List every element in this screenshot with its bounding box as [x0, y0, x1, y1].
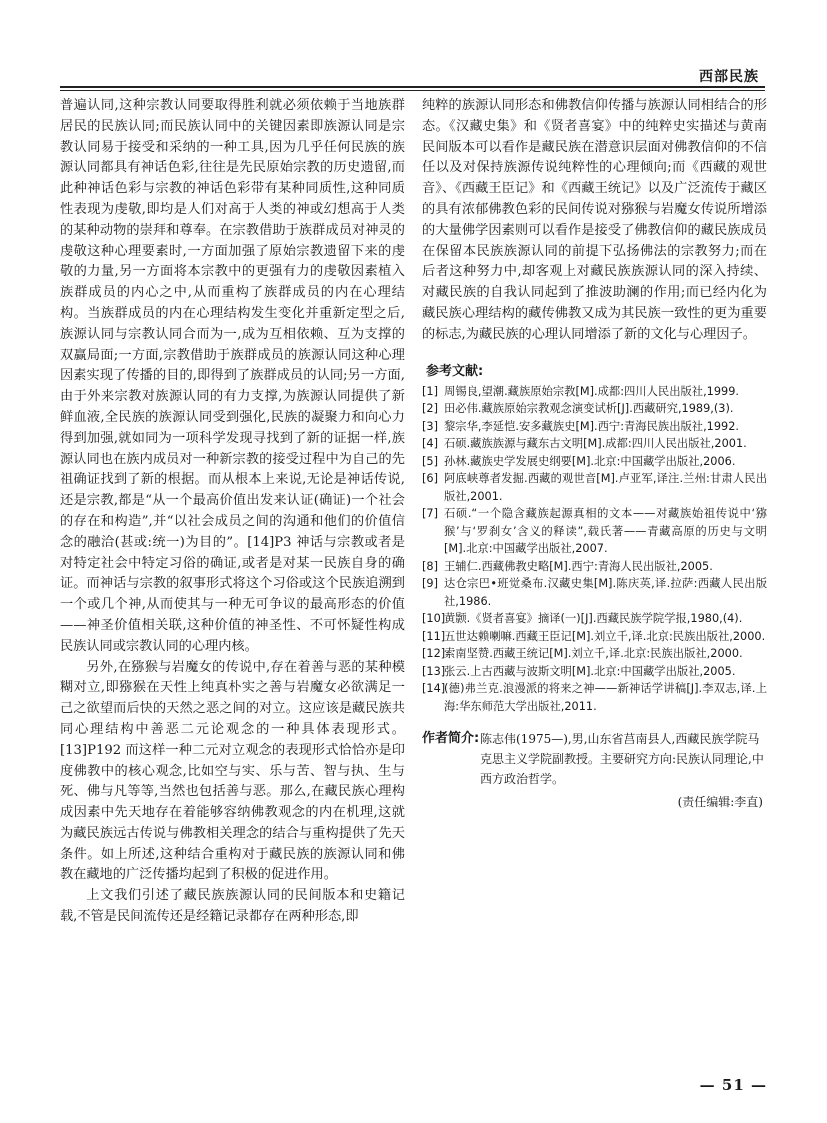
body-paragraph: 纯粹的族源认同形态和佛教信仰传播与族源认同相结合的形态。《汉藏史集》和《贤者喜宴》中的纯粹史实描述与黄南民间版本可以看作是藏民族在潜意识层面对佛教信仰的不信任以及对保持族源传说纯粹性的心理倾向;而《西藏的观世音》、《西藏王臣记》和《西藏王统记》以及广泛流传于藏区的具有浓郁佛教色彩的民间传说对猕猴与岩魔女传说所增添的大量佛学因素则可以看作是接受了佛教信仰的藏民族成员在保留本民族族源认同的前提下弘扬佛法的宗教努力;而在后者这种努力中,却客观上对藏民族族源认同的深入持续、对藏民族的自我认同起到了推波助澜的作用;而已经内化为藏民族心理结构的藏传佛教又成为其民族一致性的更为重要的标志,为藏民族的心理认同增添了新的文化与心理因子。 [422, 98, 767, 342]
reference-text: 达仓宗巴•班觉桑布.汉藏史集[M].陈庆英,译.拉萨:西藏人民出版社,1986. [444, 577, 767, 608]
reference-number: [1] [422, 384, 439, 398]
reference-text: 黎宗华,李延恺.安多藏族史[M].西宁:青海民族出版社,1992. [444, 419, 740, 433]
body-paragraph: 另外,在猕猴与岩魔女的传说中,存在着善与恶的某种模糊对立,即猕猴在天性上纯真朴实之善与岩魔女必欲满足一己之欲望而后快的天然之恶之间的对立。这应该是藏民族共同心理结构中善恶二元论观念的一种具体表现形式。[13]P192 而这样一种二元对立观念的表现形式恰恰亦是印度佛教中的核心观念,比如空与实、乐与苦、智与执、生与死、佛与凡等等,当然也包括善与恶。那么,在藏民族心理构成因素中先天地存在着能够容纳佛教观念的内在机理,这就为藏民族远古传说与佛教相关理念的结合与重构提供了先天条件。如上所述,这种结合重构对于藏民族的族源认同和佛教在藏地的广泛传播均起到了积极的促进作用。 [60, 659, 405, 883]
reference-text: 周锡良,望潮.藏族原始宗教[M].成都:四川人民出版社,1999. [444, 384, 740, 398]
header-rule [60, 86, 765, 88]
reference-item [422, 435, 767, 453]
reference-text: 五世达赖喇嘛.西藏王臣记[M].刘立千,译.北京:民族出版社,2000. [444, 629, 766, 643]
responsible-editor: (责任编辑:李直) [677, 795, 763, 810]
reference-item [422, 453, 767, 471]
reference-item [422, 628, 767, 646]
reference-item [422, 680, 767, 715]
reference-number: [7] [422, 507, 439, 521]
body-paragraph: 普遍认同,这种宗教认同要取得胜利就必须依赖于当地族群居民的民族认同;而民族认同中的关键因素即族源认同是宗教认同易于接受和采纳的一种工具,因为几乎任何民族的族源认同都具有神话色彩,往往是先民原始宗教的历史遗留,而此种神话色彩与宗教的神话色彩带有某种同质性,这种同质性表现为虔敬,即均是人们对高于人类的神或幻想高于人类的某种动物的崇拜和尊奉。在宗教借助于族群成员对神灵的虔敬这种心理要素时,一方面加强了原始宗教遗留下来的虔敬的力量,另一方面将本宗教中的更强有力的虔敬因素植入族群成员的内心之中,从而重构了族群成员的内在心理结构。当族群成员的内在心理结构发生变化并重新定型之后,族源认同与宗教认同合而为一,成为互相依赖、互为支撑的双赢局面;一方面,宗教借助于族群成员的族源认同这种心理因素实现了传播的目的,即得到了族群成员的认同;另一方面,由于外来宗教对族源认同的有力支撑,为族源认同提供了新鲜血液,全民族的族源认同受到强化,民族的凝聚力和向心力得到加强,就如同为一项科学发现寻找到了新的证据一样,族源认同也在族内成员对一种新宗教的接受过程中为自己的先祖确证找到了新的根据。而从根本上来说,无论是神话传说,还是宗教,都是“从一个最高价值出发来认证(确证)一个社会的存在和构造”,并“以社会成员之间的沟通和他们的价值信念的融洽(甚或:统一)为目的”。[14]P3 神话与宗教或者是对特定社会中特定习俗的确证,或者是对某一民族自身的确证。而神话与宗教的叙事形式将这个习俗或这个民族追溯到一个或几个神,从而使其与一种无可争议的最高形态的价值——神圣价值相关联,这种价值的神圣性、不可怀疑性构成民族认同或宗教认同的心理内核。 [60, 98, 405, 654]
reference-text: (德)弗兰克.浪漫派的将来之神——新神话学讲稿[J].李双志,译.上海:华东师范大学出版社,2011. [444, 682, 767, 713]
reference-item [422, 558, 767, 576]
reference-text: 田必伟.藏族原始宗教观念演变试析[J].西藏研究,1989,(3). [444, 402, 734, 416]
left-column [60, 96, 405, 928]
journal-name: 西部民族 [699, 69, 759, 85]
reference-number: [5] [422, 454, 439, 468]
reference-item [422, 663, 767, 681]
reference-text: 孙林.藏族史学发展史纲要[M].北京:中国藏学出版社,2006. [444, 454, 736, 468]
reference-item [422, 470, 767, 505]
reference-number: [4] [422, 437, 439, 451]
reference-item [422, 400, 767, 418]
reference-text: 石硕.藏族族源与藏东古文明[M].成都:四川人民出版社,2001. [444, 437, 747, 451]
reference-number: [8] [422, 559, 439, 573]
header-rule-thin [60, 90, 765, 91]
author-bio-text: 陈志伟(1975—),男,山东省莒南县人,西藏民族学院马克思主义学院副教授。主要研究方向:民族认同理论,中西方政治哲学。 [480, 732, 764, 787]
reference-number: [3] [422, 419, 439, 433]
reference-item [422, 645, 767, 663]
reference-number: [9] [422, 577, 439, 591]
reference-text: 王辅仁.西藏佛教史略[M].西宁:青海人民出版社,2005. [444, 559, 713, 573]
author-bio [422, 729, 767, 789]
reference-text: 张云.上古西藏与波斯文明[M].北京:中国藏学出版社,2005. [444, 664, 736, 678]
reference-number: [14] [422, 682, 446, 696]
reference-number: [13] [422, 664, 446, 678]
reference-item [422, 418, 767, 436]
reference-number: [12] [422, 647, 446, 661]
reference-number: [2] [422, 402, 439, 416]
reference-text: 黄颢.《贤者喜宴》摘译(一)[J].西藏民族学院学报,1980,(4). [444, 612, 743, 626]
reference-text: 索南坚赞.西藏王统记[M].刘立千,译.北京:民族出版社,2000. [444, 647, 743, 661]
reference-item [422, 610, 767, 628]
reference-item [422, 575, 767, 610]
reference-number: [10] [422, 612, 446, 626]
author-bio-label: 作者简介: [422, 731, 480, 747]
reference-number: [11] [422, 629, 446, 643]
reference-text: 阿底峡尊者发掘.西藏的观世音[M].卢亚军,译注.兰州:甘肃人民出版社,2001. [444, 472, 767, 503]
body-paragraph: 上文我们引述了藏民族族源认同的民间版本和史籍记载,不管是民间流传还是经籍记录都存在两种形态,即 [60, 888, 405, 925]
reference-item [422, 505, 767, 558]
reference-number: [6] [422, 472, 439, 486]
reference-item [422, 383, 767, 401]
references-heading: 参考文献: [426, 363, 484, 379]
page-number: — 51 — [699, 1076, 767, 1094]
right-column [422, 96, 767, 810]
reference-text: 石硕.“一个隐含藏族起源真相的文本——对藏族始祖传说中‘猕猴’与‘罗刹女’含义的释读”,载氏著——青藏高原的历史与文明[M].北京:中国藏学出版社,2007. [444, 507, 767, 556]
